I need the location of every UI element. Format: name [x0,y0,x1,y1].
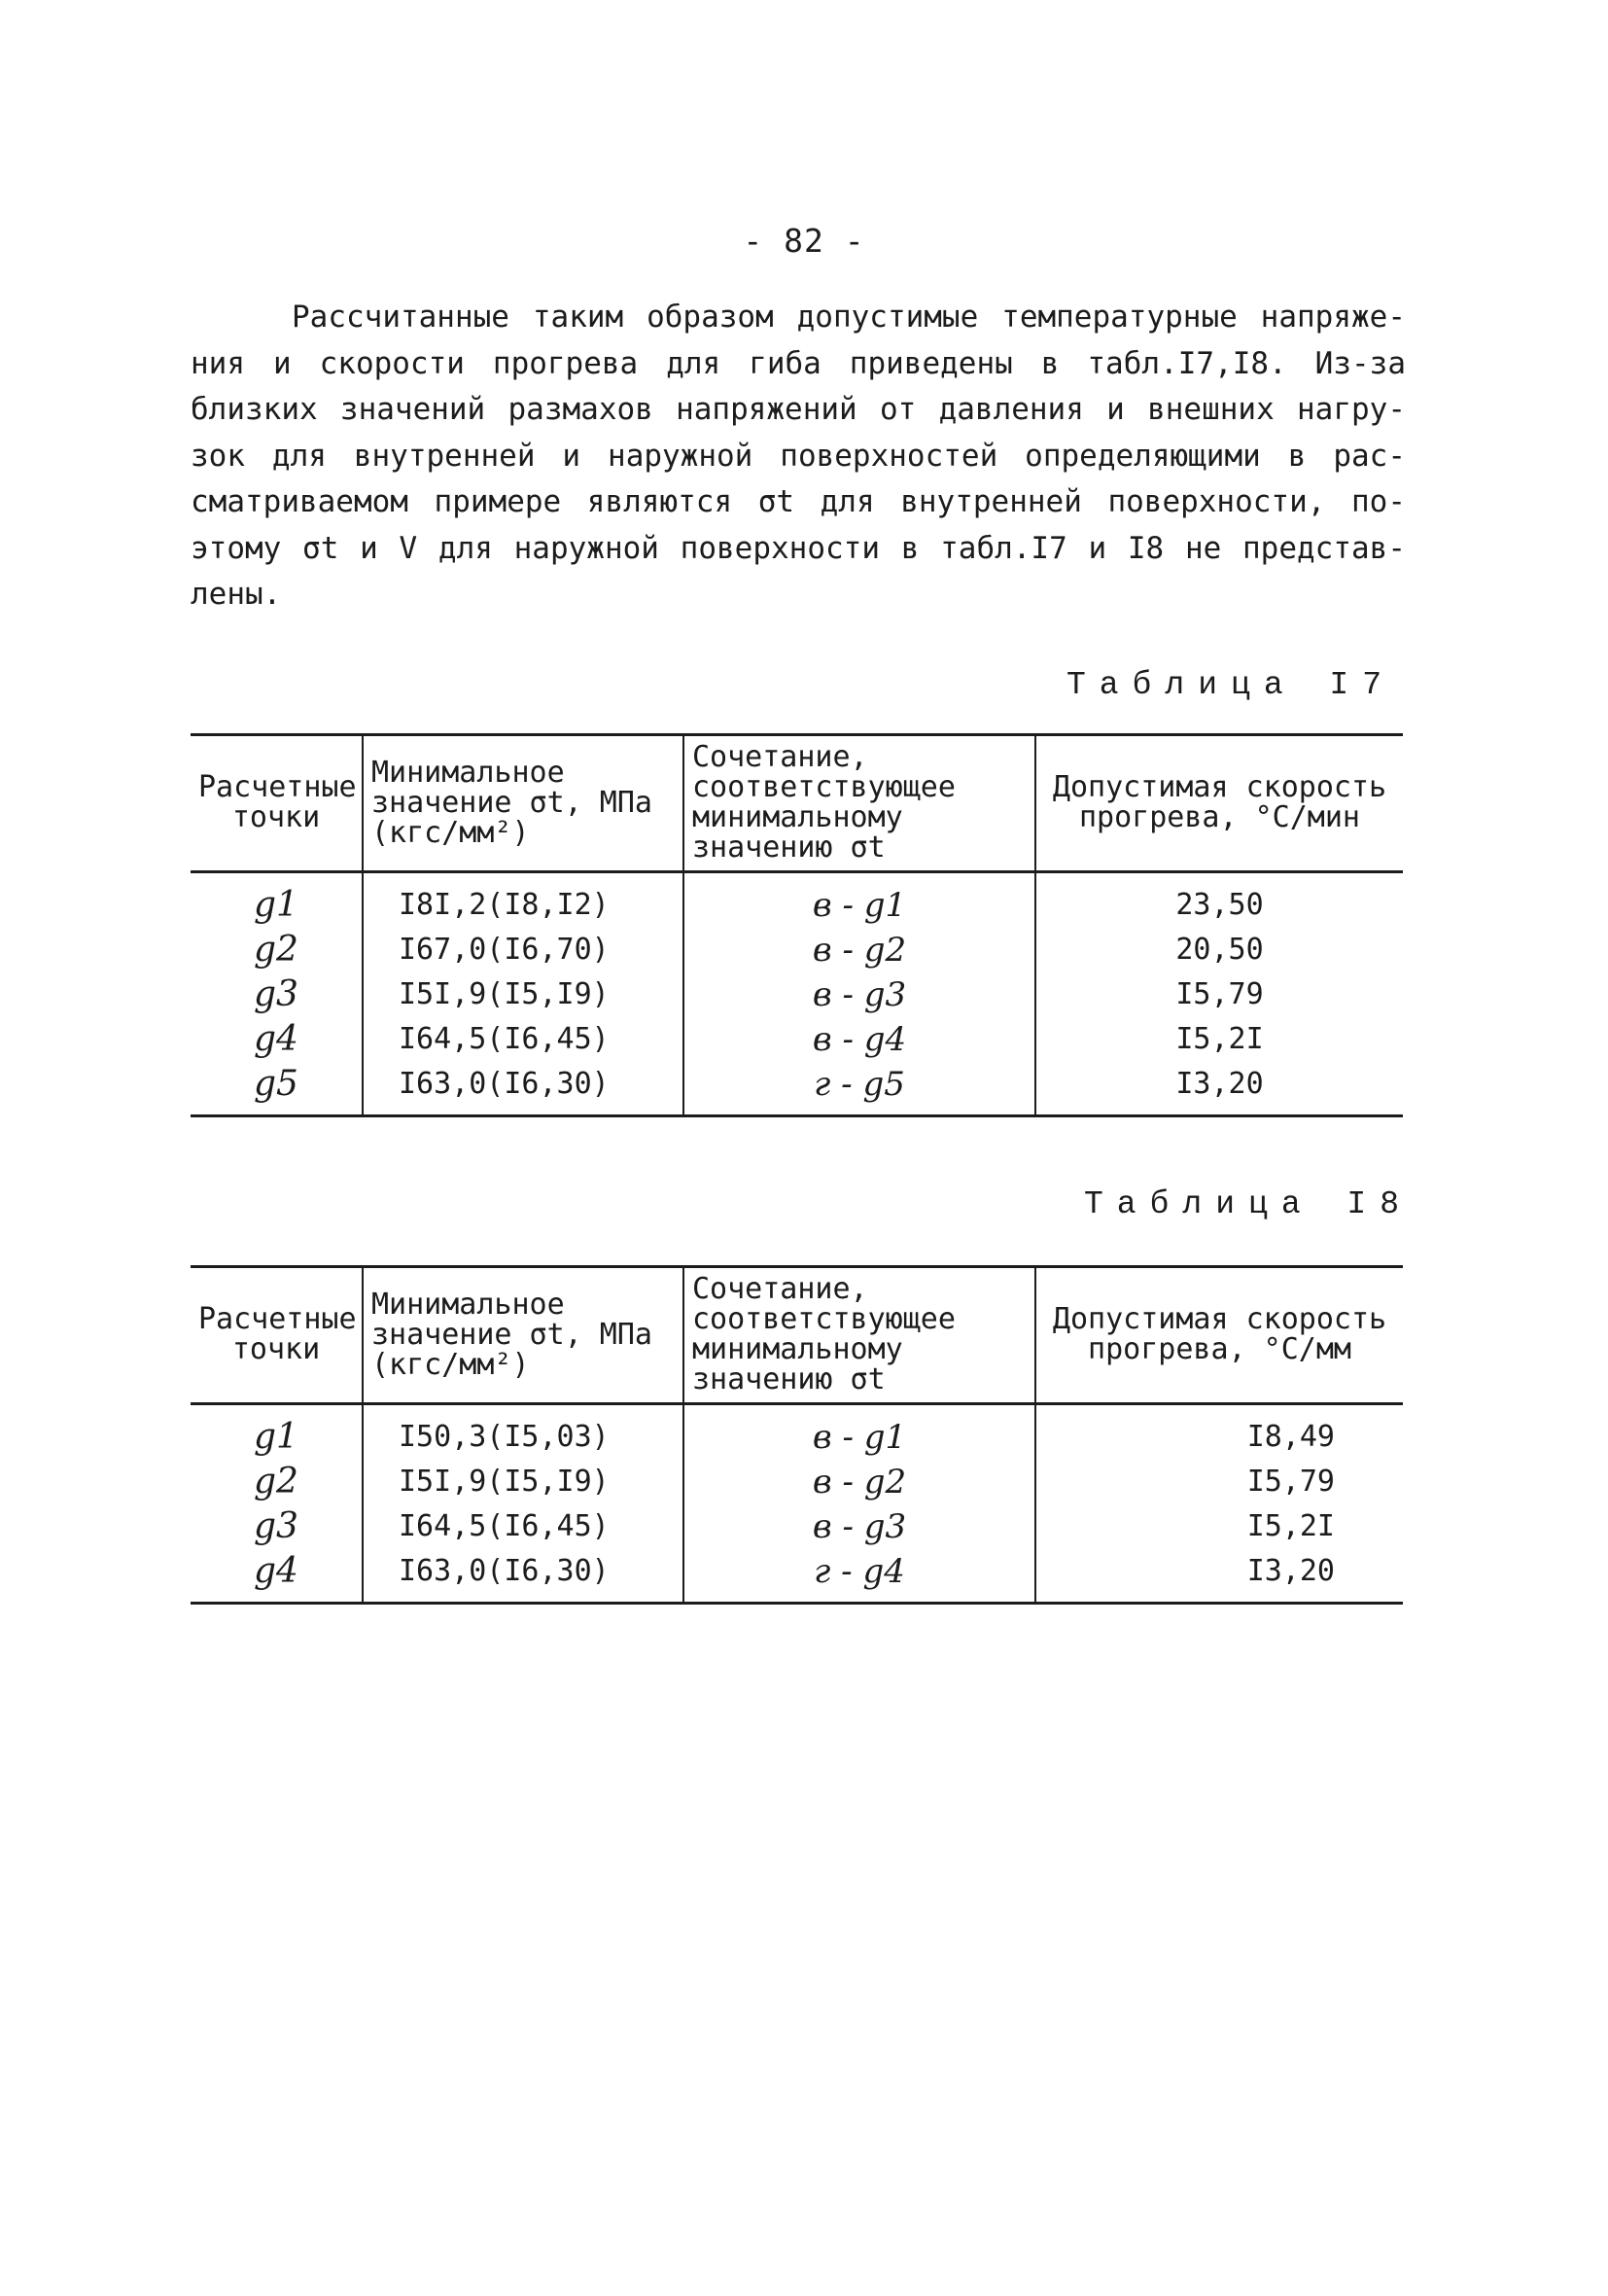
paragraph-line: близких значений размахов напряжений от давления и внешних нагру- [191,392,1406,427]
cell-combo: г - g4 [683,1549,1035,1604]
cell-stress: I67,0(I6,70) [363,928,683,972]
header-rate: Допустимая скорость прогрева, °С/мин [1035,735,1403,872]
cell-stress: I5I,9(I5,I9) [363,972,683,1017]
paragraph-line: сматриваемом примере являются σt для внутренней поверхности, по- [191,484,1406,519]
table-header-row [191,1267,1403,1404]
cell-stress: I63,0(I6,30) [363,1549,683,1604]
cell-combo: в - g1 [683,1404,1035,1461]
table-row [191,872,1403,929]
cell-stress: I50,3(I5,03) [363,1404,683,1461]
cell-rate: 20,50 [1035,928,1403,972]
header-points: Расчетные точки [191,1267,363,1404]
cell-rate: I3,20 [1035,1062,1403,1116]
body-paragraph [191,295,1406,618]
cell-rate: I5,79 [1035,1460,1403,1504]
table-row [191,1017,1403,1062]
cell-point: g4 [191,1549,363,1604]
cell-point: g4 [254,1019,298,1059]
header-stress: Минимальное значение σt, МПа (кгс/мм²) [363,735,683,872]
cell-rate: I3,20 [1035,1549,1403,1604]
table-18 [191,1265,1403,1605]
cell-point: g2 [254,1462,298,1501]
cell-point: g5 [191,1062,363,1116]
cell-rate: I5,79 [1035,972,1403,1017]
cell-rate: I5,2I [1035,1504,1403,1549]
table-17 [191,733,1403,1117]
header-rate: Допустимая скорость прогрева, °С/мм [1035,1267,1403,1404]
table-row [191,928,1403,972]
cell-stress: I5I,9(I5,I9) [363,1460,683,1504]
cell-stress: I8I,2(I8,I2) [363,872,683,929]
cell-combo: в - g2 [683,1460,1035,1504]
cell-point: g3 [254,1506,298,1546]
paragraph-line: зок для внутренней и наружной поверхностей определяющими в рас- [191,438,1406,474]
cell-combo: в - g2 [683,928,1035,972]
table-row [191,1504,1403,1549]
cell-combo: в - g3 [683,1504,1035,1549]
table-header-row [191,735,1403,872]
page-number: - 82 - [743,222,865,260]
cell-point: g1 [254,1417,298,1457]
cell-stress: I63,0(I6,30) [363,1062,683,1116]
cell-combo: г - g5 [683,1062,1035,1116]
cell-rate: I5,2I [1035,1017,1403,1062]
cell-point: g2 [254,930,298,970]
table-18-caption: Таблица I8 [1084,1186,1414,1222]
paragraph-line: этому σt и V для наружной поверхности в табл.I7 и I8 не представ- [191,530,1406,566]
cell-rate: I8,49 [1035,1404,1403,1461]
table-17-caption: Таблица I7 [1066,667,1396,703]
paragraph-line: ния и скорости прогрева для гиба приведены в табл.I7,I8. Из-за [191,345,1406,381]
table-row [191,1460,1403,1504]
table-row [191,972,1403,1017]
cell-stress: I64,5(I6,45) [363,1017,683,1062]
table-row [191,1549,1403,1604]
paragraph-line: лены. [191,577,282,612]
paragraph-line: Рассчитанные таким образом допустимые температурные напряже- [292,300,1406,335]
header-combo: Сочетание, соответствующее минимальному значению σt [683,735,1035,872]
table-row [191,1062,1403,1116]
cell-point: g3 [254,974,298,1014]
header-combo: Сочетание, соответствующее минимальному значению σt [683,1267,1035,1404]
cell-rate: 23,50 [1035,872,1403,929]
cell-point: g1 [254,885,298,925]
cell-combo: в - g4 [683,1017,1035,1062]
cell-stress: I64,5(I6,45) [363,1504,683,1549]
header-stress: Минимальное значение σt, МПа (кгс/мм²) [363,1267,683,1404]
header-points: Расчетные точки [191,735,363,872]
cell-combo: в - g1 [683,872,1035,929]
table-row [191,1404,1403,1461]
cell-combo: в - g3 [683,972,1035,1017]
